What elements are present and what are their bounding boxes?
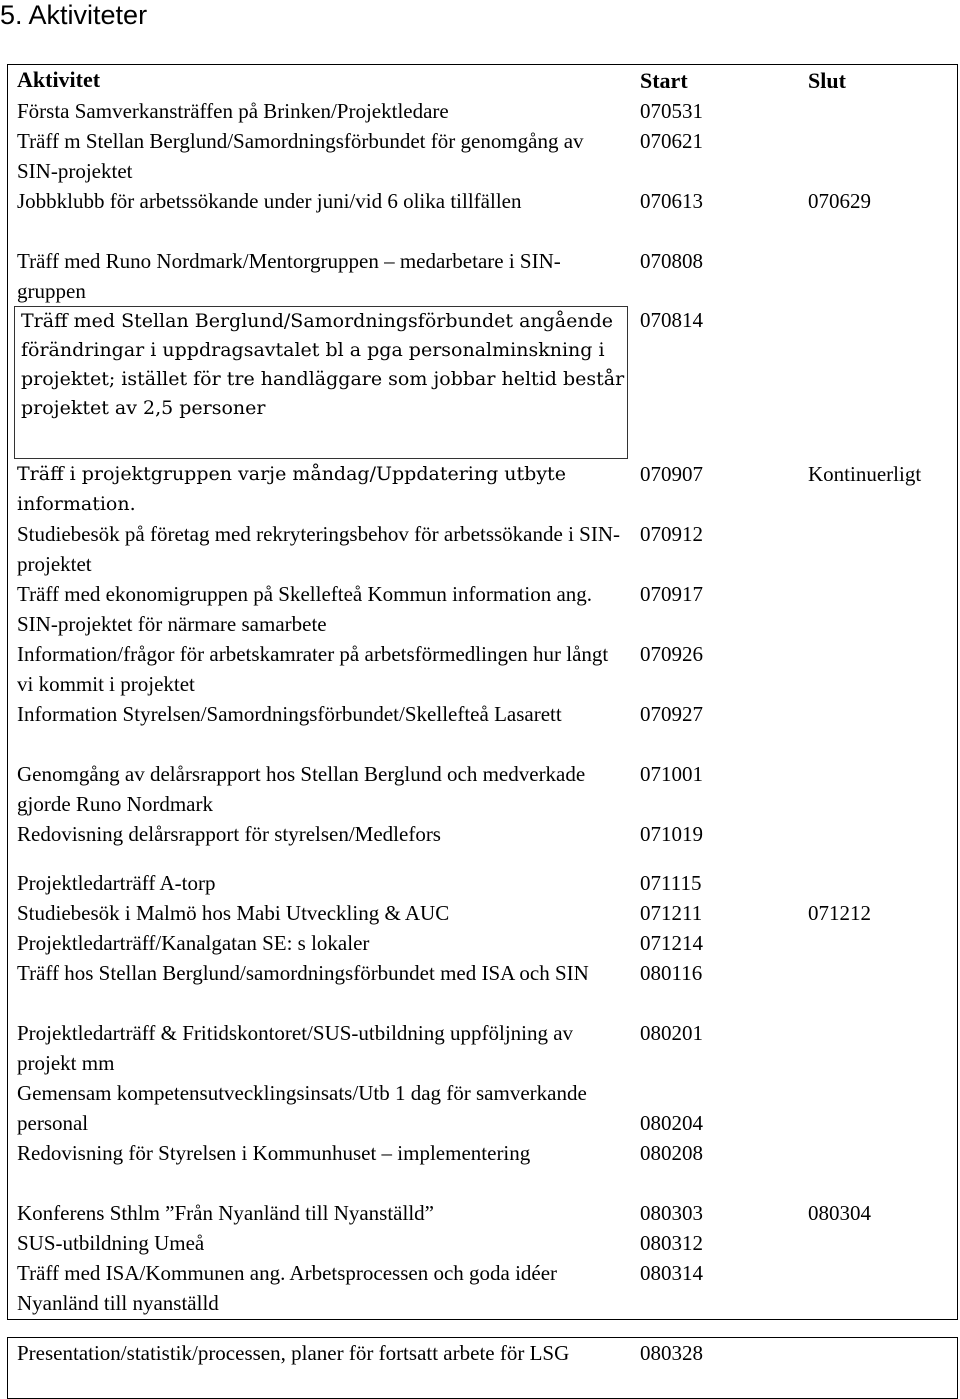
table-row bbox=[7, 579, 958, 639]
end-cell bbox=[798, 849, 959, 868]
start-cell: 080201 bbox=[640, 1021, 703, 1045]
start-cell: 080204 bbox=[640, 1111, 703, 1135]
end-cell bbox=[798, 1138, 959, 1198]
start-cell: 080208 bbox=[640, 1141, 703, 1165]
start-cell: 071115 bbox=[640, 871, 702, 895]
activity-cell: Träff med ekonomigruppen på Skellefteå Kommun information ang. SIN-projektet för närmare samarbete bbox=[17, 582, 593, 636]
activities-table bbox=[7, 64, 958, 1320]
section-heading: 5. Aktiviteter bbox=[0, 0, 148, 30]
start-cell: 080314 bbox=[640, 1261, 703, 1285]
activity-cell: Träff med ISA/Kommunen ang. Arbetsprocessen och goda idéer Nyanländ till nyanställd bbox=[17, 1261, 558, 1315]
start-cell: 071211 bbox=[640, 901, 703, 925]
table-row bbox=[7, 1337, 958, 1399]
end-cell bbox=[798, 1228, 959, 1258]
end-cell bbox=[798, 759, 959, 819]
start-cell bbox=[628, 849, 798, 868]
activity-cell: Projektledarträff/Kanalgatan SE: s lokaler bbox=[17, 931, 370, 955]
start-cell: 070917 bbox=[640, 582, 703, 606]
activity-cell: Genomgång av delårsrapport hos Stellan Berglund och medverkade gjorde Runo Nordmark bbox=[17, 762, 586, 816]
end-cell bbox=[798, 639, 959, 699]
activity-cell: Träff hos Stellan Berglund/samordningsförbundet med ISA och SIN bbox=[17, 961, 589, 985]
activity-cell bbox=[8, 849, 628, 868]
end-cell: 071212 bbox=[808, 901, 871, 925]
column-header-start: Start bbox=[640, 68, 688, 93]
end-cell: 080304 bbox=[808, 1201, 871, 1225]
table-row bbox=[7, 1228, 958, 1258]
table-row bbox=[7, 126, 958, 186]
end-cell bbox=[798, 1258, 959, 1319]
table-row bbox=[7, 1018, 958, 1078]
table-row bbox=[7, 1138, 958, 1198]
end-cell bbox=[798, 699, 959, 759]
continued-activities-table bbox=[7, 1337, 958, 1399]
table-row bbox=[7, 1258, 958, 1320]
column-header-activity: Aktivitet bbox=[17, 67, 101, 92]
activity-cell: Studiebesök på företag med rekryteringsbehov för arbetssökande i SIN-projektet bbox=[17, 522, 620, 576]
start-cell: 071001 bbox=[640, 762, 703, 786]
start-cell: 080116 bbox=[640, 961, 703, 985]
start-cell: 070926 bbox=[640, 642, 703, 666]
table-row-spacer bbox=[7, 849, 958, 868]
end-cell bbox=[798, 928, 959, 958]
activity-cell: Redovisning för Styrelsen i Kommunhuset – implementering bbox=[17, 1141, 531, 1165]
activity-cell: Träff med Runo Nordmark/Mentorgruppen – medarbetare i SIN-gruppen bbox=[17, 249, 561, 303]
activity-cell: Träff m Stellan Berglund/Samordningsförbundet för genomgång av SIN-projektet bbox=[17, 129, 584, 183]
activity-cell: Information/frågor för arbetskamrater på arbetsförmedlingen hur långt vi kommit i projektet bbox=[17, 642, 609, 696]
start-cell: 070613 bbox=[640, 189, 703, 213]
table-header-row bbox=[7, 64, 958, 96]
end-cell bbox=[798, 958, 959, 1018]
table-row bbox=[7, 1078, 958, 1138]
table-row bbox=[7, 306, 958, 459]
table-row bbox=[7, 96, 958, 126]
end-cell bbox=[798, 868, 959, 898]
table-row bbox=[7, 246, 958, 306]
table-row bbox=[7, 928, 958, 958]
end-cell: Kontinuerligt bbox=[808, 462, 922, 486]
start-cell: 070808 bbox=[640, 249, 703, 273]
start-cell: 070927 bbox=[640, 702, 703, 726]
end-cell bbox=[798, 1338, 959, 1398]
end-cell bbox=[798, 579, 959, 639]
table-row bbox=[7, 459, 958, 519]
activity-cell: Redovisning delårsrapport för styrelsen/Medlefors bbox=[17, 822, 441, 846]
activity-cell: Träff med Stellan Berglund/Samordningsförbundet angående förändringar i uppdragsavtalet bl a pga personalminskning i projektet; istället för tre handläggare som jobbar heltid består projektet av 2,5 personer bbox=[14, 306, 628, 459]
start-cell: 080303 bbox=[640, 1201, 703, 1225]
table-row bbox=[7, 519, 958, 579]
activity-cell: Konferens Sthlm ”Från Nyanländ till Nyanställd” bbox=[17, 1201, 434, 1225]
activity-cell: SUS-utbildning Umeå bbox=[17, 1231, 205, 1255]
end-cell bbox=[798, 306, 959, 459]
end-cell: 070629 bbox=[808, 189, 871, 213]
table-row bbox=[7, 819, 958, 849]
end-cell bbox=[798, 126, 959, 186]
start-cell: 071019 bbox=[640, 822, 703, 846]
end-cell bbox=[798, 819, 959, 849]
start-cell: 070912 bbox=[640, 522, 703, 546]
table-row bbox=[7, 699, 958, 759]
start-cell: 070621 bbox=[640, 129, 703, 153]
end-cell bbox=[798, 1018, 959, 1078]
activity-cell: Gemensam kompetensutvecklingsinsats/Utb 1 dag för samverkande personal bbox=[17, 1081, 587, 1135]
table-row bbox=[7, 639, 958, 699]
activity-cell: Projektledarträff A-torp bbox=[17, 871, 216, 895]
activity-cell: Information Styrelsen/Samordningsförbundet/Skellefteå Lasarett bbox=[17, 702, 562, 726]
end-cell bbox=[798, 96, 959, 126]
start-cell: 080328 bbox=[640, 1341, 703, 1365]
end-cell bbox=[798, 519, 959, 579]
end-cell bbox=[798, 246, 959, 306]
table-row bbox=[7, 898, 958, 928]
table-row bbox=[7, 1198, 958, 1228]
activity-cell: Studiebesök i Malmö hos Mabi Utveckling & AUC bbox=[17, 901, 450, 925]
activity-cell: Första Samverkansträffen på Brinken/Projektledare bbox=[17, 99, 449, 123]
start-cell: 070907 bbox=[640, 462, 703, 486]
table-row bbox=[7, 759, 958, 819]
start-cell: 080312 bbox=[640, 1231, 703, 1255]
table-row bbox=[7, 958, 958, 1018]
start-cell: 070531 bbox=[640, 99, 703, 123]
activity-cell: Träff i projektgruppen varje måndag/Uppdatering utbyte information. bbox=[17, 463, 566, 515]
column-header-end: Slut bbox=[808, 68, 846, 93]
start-cell: 070814 bbox=[640, 308, 703, 332]
table-row bbox=[7, 186, 958, 246]
activity-cell: Jobbklubb för arbetssökande under juni/vid 6 olika tillfällen bbox=[17, 189, 522, 213]
start-cell: 071214 bbox=[640, 931, 703, 955]
activity-cell: Projektledarträff & Fritidskontoret/SUS-utbildning uppföljning av projekt mm bbox=[17, 1021, 574, 1075]
activity-cell: Presentation/statistik/processen, planer för fortsatt arbete för LSG bbox=[17, 1341, 570, 1365]
table-row bbox=[7, 868, 958, 898]
end-cell bbox=[798, 1078, 959, 1138]
